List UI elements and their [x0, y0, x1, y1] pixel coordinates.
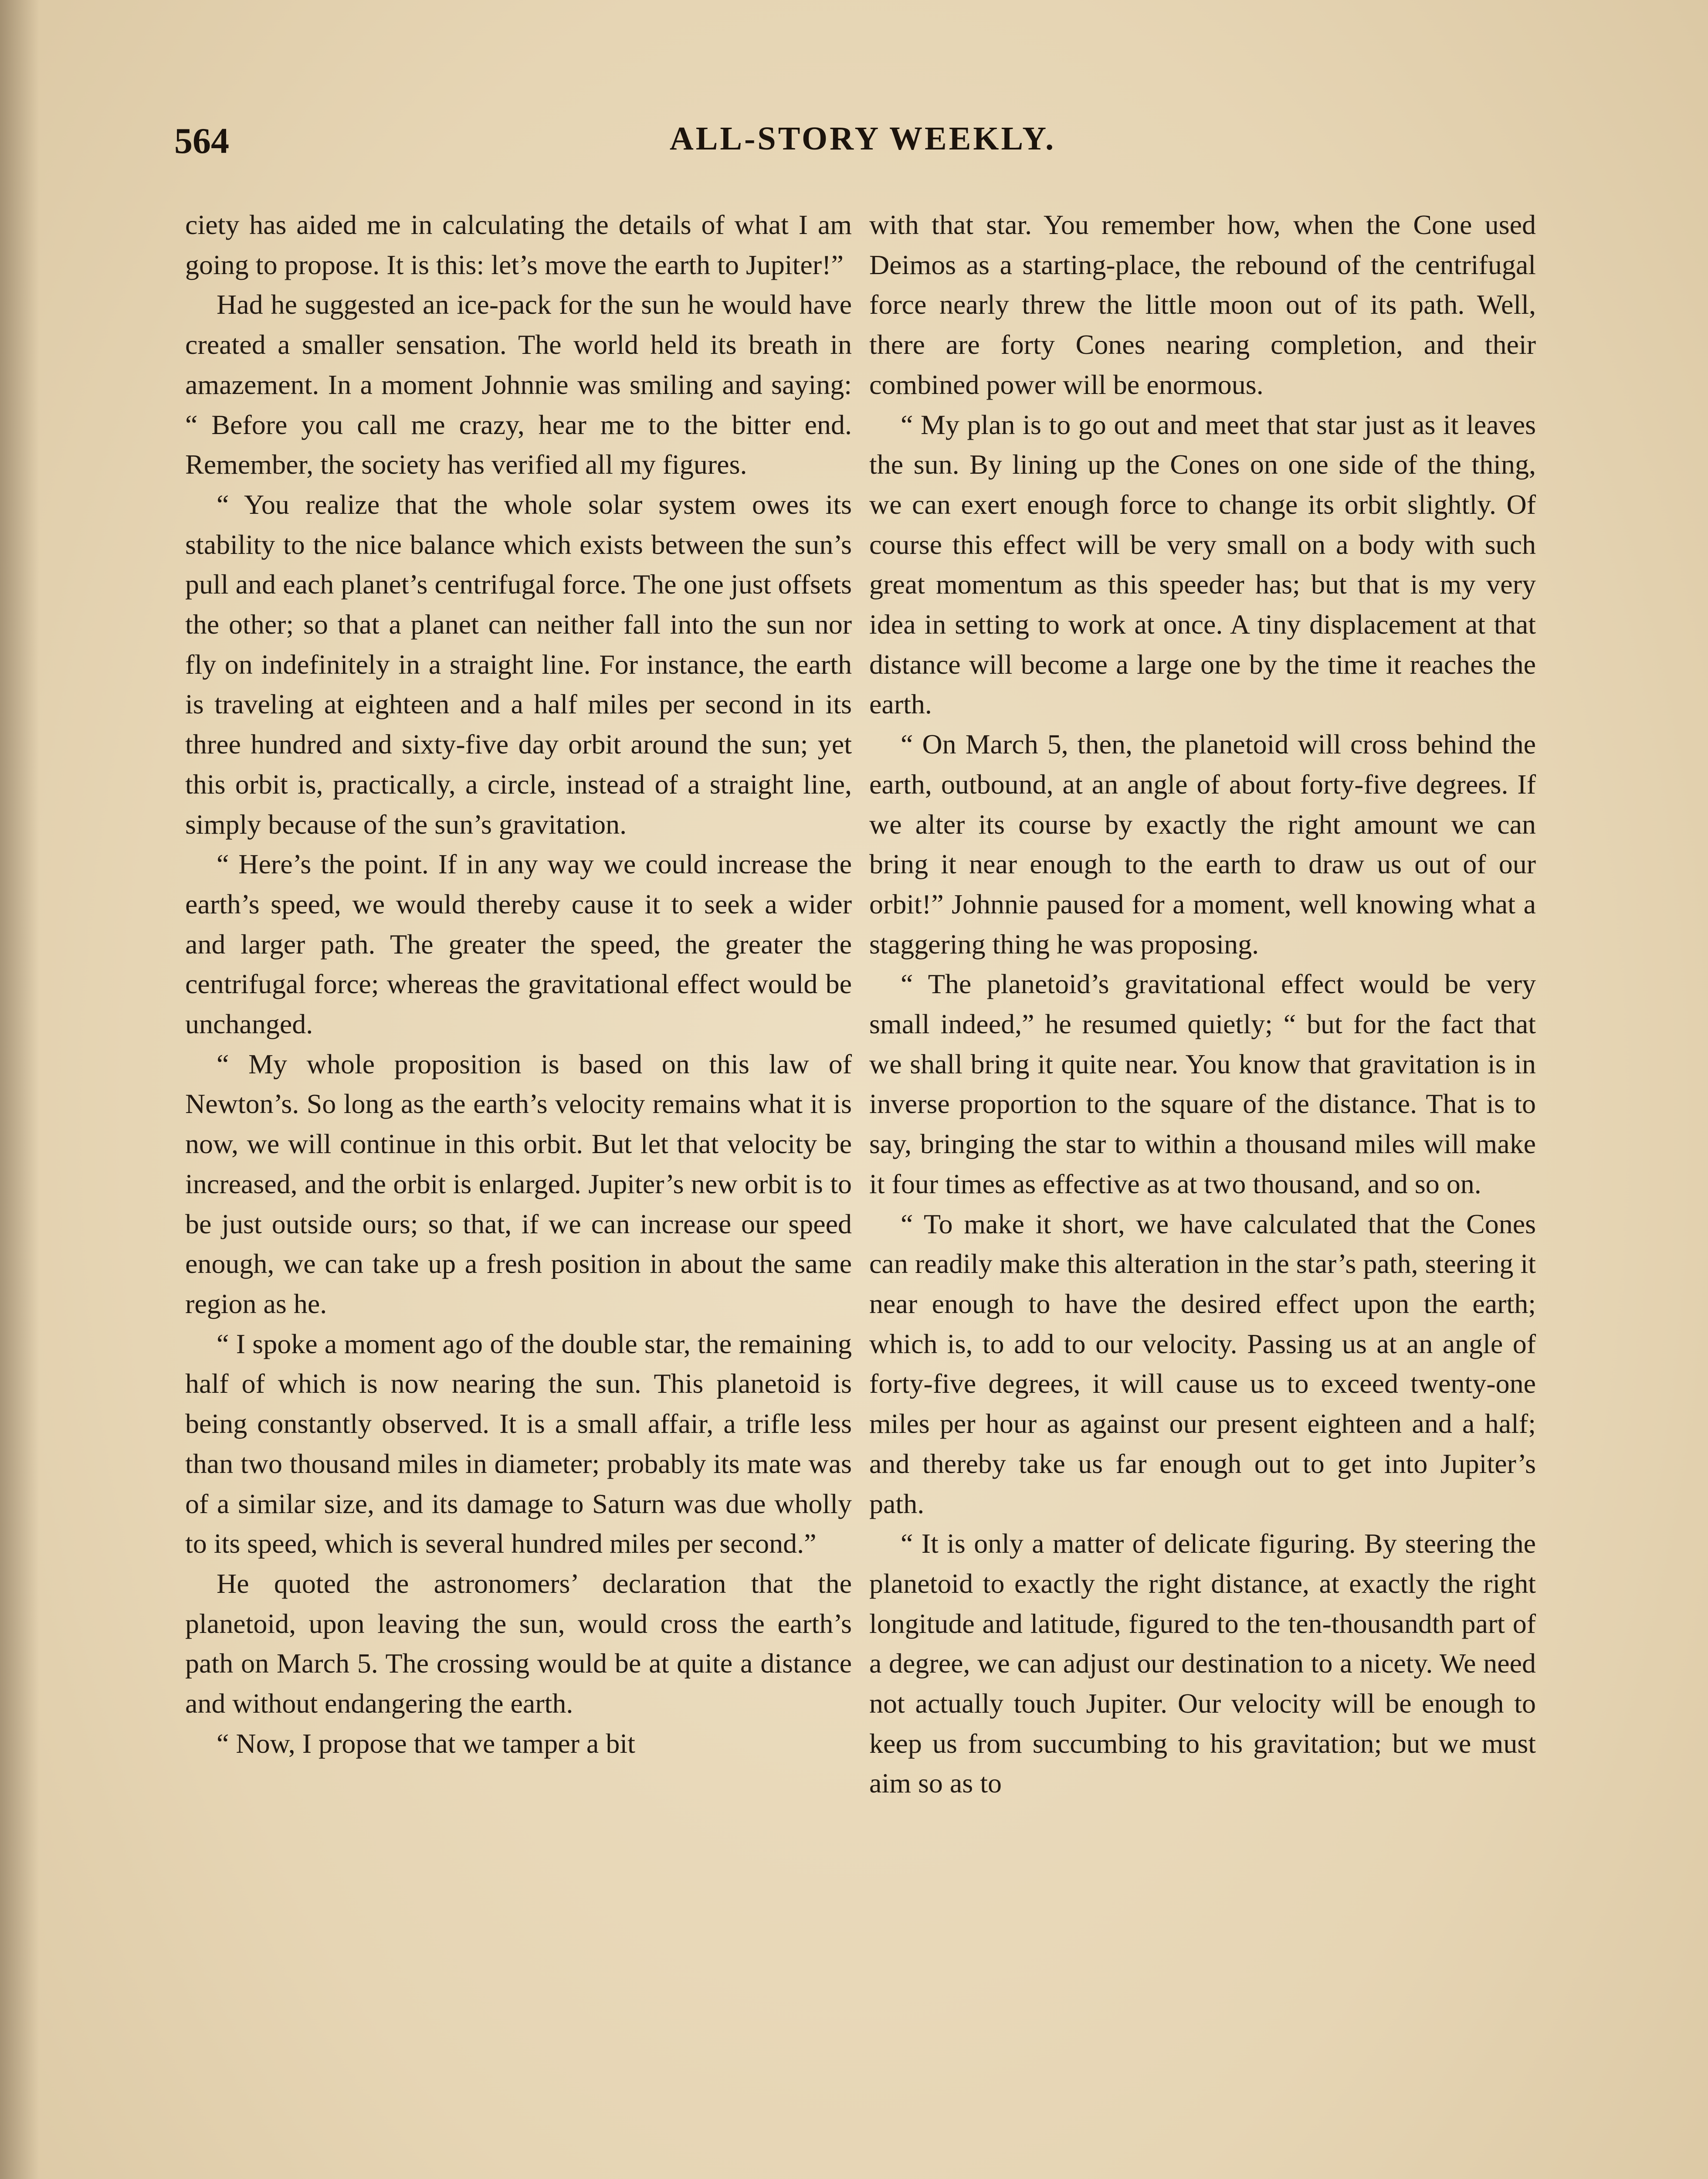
paragraph: “ It is only a matter of delicate figuring. By steering the planetoid to exactly the right distance, at exactly the right longitude and latitude, figured to the ten-thousandth part of a degree, we can adjust our destination to a nicety. We need not actually touch Jupiter. Our velocity will be enough to keep us from succumbing to his gravitation; but we must aim so as to — [869, 1528, 1536, 1799]
running-title: ALL-STORY WEEKLY. — [669, 120, 1056, 157]
right-column — [869, 205, 1536, 1803]
paragraph: with that star. You remember how, when the Cone used Deimos as a starting-place, the rebound of the centrifugal force nearly threw the little moon out of its path. Well, there are forty Cones nearing completion, and their combined power will be enormous. — [869, 209, 1536, 400]
paragraph: ciety has aided me in calculating the details of what I am going to propose. It is this: let’s move the earth to Jupiter!” — [185, 209, 852, 280]
paragraph: “ I spoke a moment ago of the double star, the remaining half of which is now nearing the sun. This planetoid is being constantly observed. It is a small affair, a trifle less than two thousand miles in diameter; probably its mate was of a similar size, and its damage to Saturn was due wholly to its speed, which is several hundred miles per second.” — [185, 1328, 852, 1559]
paragraph: “ On March 5, then, the planetoid will cross behind the earth, outbound, at an angle of about forty-five degrees. If we alter its course by exactly the right amount we can bring it near enough to the earth to draw us out of our orbit!” Johnnie paused for a moment, well knowing what a staggering thing he was proposing. — [869, 729, 1536, 960]
page-edge-shadow — [0, 0, 39, 2179]
paragraph: “ My plan is to go out and meet that star just as it leaves the sun. By lining up the Cones on one side of the thing, we can exert enough force to change its orbit slightly. Of course this effect will be very small on a body with such great momentum as this speeder has; but that is my very idea in setting to work at once. A tiny displacement at that distance will become a large one by the time it reaches the earth. — [869, 409, 1536, 720]
paragraph: “ Here’s the point. If in any way we could increase the earth’s speed, we would thereby cause it to seek a wider and larger path. The greater the speed, the greater the centrifugal force; whereas the gravitational effect would be unchanged. — [185, 849, 852, 1040]
paragraph: Had he suggested an ice-pack for the sun he would have created a smaller sensation. The world held its breath in amazement. In a moment Johnnie was smiling and saying: “ Before you call me crazy, hear me to the bitter end. Remember, the society has verified all my figures. — [185, 289, 852, 480]
paragraph: He quoted the astronomers’ declaration that the planetoid, upon leaving the sun, would cross the earth’s path on March 5. The crossing would be at quite a distance and without endangering the earth. — [185, 1568, 852, 1719]
left-column — [185, 205, 852, 1763]
paragraph: “ You realize that the whole solar system owes its stability to the nice balance which exists between the sun’s pull and each planet’s centrifugal force. The one just offsets the other; so that a planet can neither fall into the sun nor fly on indefinitely in a straight line. For instance, the earth is traveling at eighteen and a half miles per second in its three hundred and sixty-five day orbit around the sun; yet this orbit is, practically, a circle, instead of a straight line, simply because of the sun’s gravitation. — [185, 489, 852, 840]
page-number: 564 — [174, 121, 229, 161]
paragraph: “ To make it short, we have calculated that the Cones can readily make this alteration in the star’s path, steering it near enough to have the desired effect upon the earth; which is, to add to our velocity. Passing us at an angle of forty-five degrees, it will cause us to exceed twenty-one miles per hour as against our present eighteen and a half; and thereby take us far enough out to get into Jupiter’s path. — [869, 1208, 1536, 1519]
paragraph: “ My whole proposition is based on this law of Newton’s. So long as the earth’s velocity remains what it is now, we will continue in this orbit. But let that velocity be increased, and the orbit is enlarged. Jupiter’s new orbit is to be just outside ours; so that, if we can increase our speed enough, we can take up a fresh position in about the same region as he. — [185, 1048, 852, 1319]
paragraph: “ Now, I propose that we tamper a bit — [217, 1728, 635, 1759]
paragraph: “ The planetoid’s gravitational effect would be very small indeed,” he resumed quietly; “ but for the fact that we shall bring it quite near. You know that gravitation is in inverse proportion to the square of the distance. That is to say, bringing the star to within a thousand miles will make it four times as effective as at two thousand, and so on. — [869, 968, 1536, 1199]
page-header — [174, 120, 1551, 172]
